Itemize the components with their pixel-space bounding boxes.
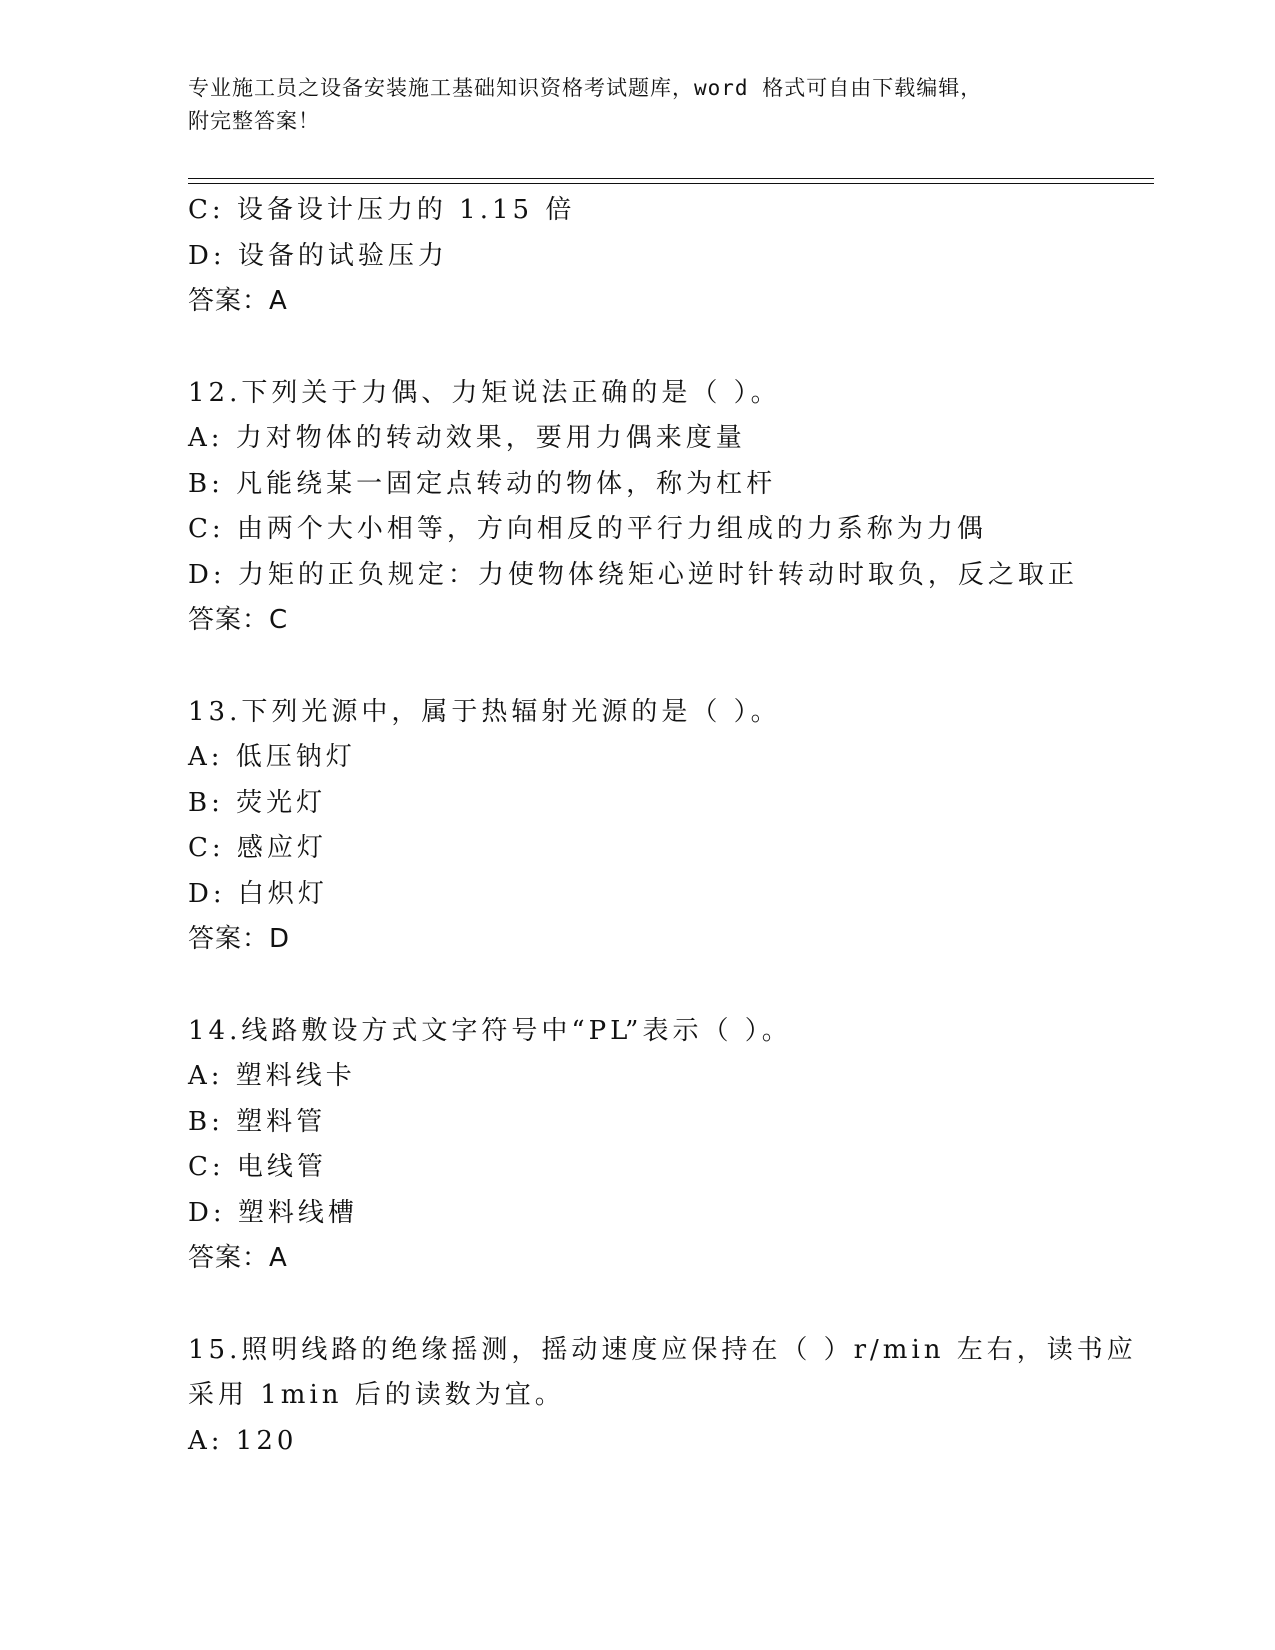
option-line: A: 塑料线卡 — [188, 1061, 356, 1091]
option-line: C: 电线管 — [188, 1152, 327, 1182]
option-line: B: 塑料管 — [188, 1106, 327, 1137]
question-block — [188, 1009, 1088, 1282]
question-stem: 15.照明线路的绝缘摇测，摇动速度应保持在（ ）r/min 左右，读书应 — [188, 1334, 1137, 1365]
answer-line: 答案：A — [188, 1243, 288, 1273]
header-divider-top — [188, 178, 1154, 179]
question-block — [188, 371, 1088, 644]
option-line: B: 凡能绕某一固定点转动的物体，称为杠杆 — [188, 468, 777, 499]
option-line: A: 力对物体的转动效果，要用力偶来度量 — [188, 423, 746, 453]
answer-line: 答案：C — [188, 605, 289, 635]
option-line: B: 荧光灯 — [188, 787, 327, 818]
question-list — [188, 188, 1137, 1464]
question-stem: 14.线路敷设方式文字符号中“PL”表示（ ）。 — [188, 1015, 792, 1046]
header-line-1: 专业施工员之设备安装施工基础知识资格考试题库，word 格式可自由下载编辑， — [188, 76, 983, 100]
question-block — [188, 188, 1088, 325]
option-line: C: 感应灯 — [188, 833, 327, 863]
question-block — [188, 1328, 1137, 1465]
question-stem: 13.下列光源中，属于热辐射光源的是（ ）。 — [188, 696, 781, 727]
header-divider-bottom — [188, 183, 1154, 184]
option-line: C: 由两个大小相等，方向相反的平行力组成的力系称为力偶 — [188, 514, 987, 544]
option-line: D: 力矩的正负规定：力使物体绕矩心逆时针转动时取负，反之取正 — [188, 559, 1078, 590]
option-line: D: 塑料线槽 — [188, 1197, 358, 1228]
answer-line: 答案：A — [188, 286, 288, 316]
option-line: C: 设备设计压力的 1.15 倍 — [188, 195, 576, 225]
option-line: A: 低压钠灯 — [188, 742, 356, 772]
option-line: D: 白炽灯 — [188, 878, 328, 909]
question-stem-continued: 采用 1min 后的读数为宜。 — [188, 1380, 565, 1410]
document-header — [188, 72, 1088, 138]
header-line-2: 附完整答案！ — [188, 109, 320, 133]
option-line: D: 设备的试验压力 — [188, 240, 448, 271]
option-line: A: 120 — [188, 1425, 298, 1456]
answer-line: 答案：D — [188, 924, 291, 954]
question-stem: 12.下列关于力偶、力矩说法正确的是（ ）。 — [188, 377, 781, 408]
question-block — [188, 690, 1088, 963]
